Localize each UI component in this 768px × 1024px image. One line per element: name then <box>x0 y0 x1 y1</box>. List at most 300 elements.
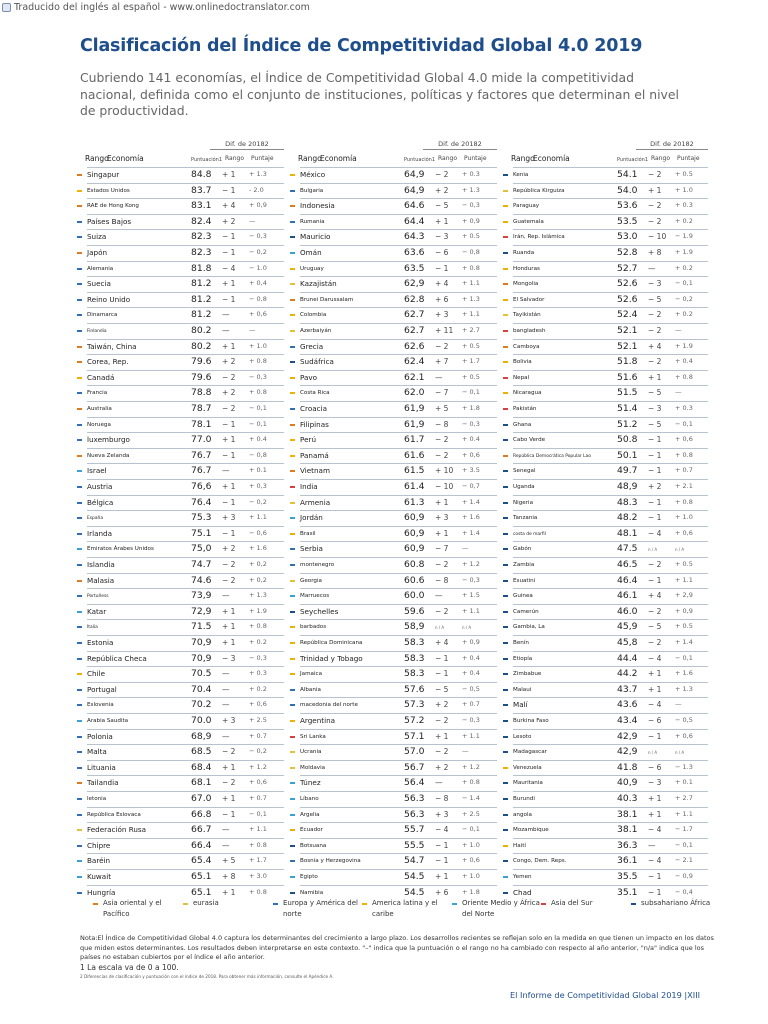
region-marker <box>503 564 508 566</box>
table-row <box>87 479 284 495</box>
economy-name: Ruanda <box>513 250 535 256</box>
table-row <box>300 838 497 854</box>
economy-name: Uruguay <box>300 265 324 272</box>
economy-name: costa de marfil <box>513 531 546 537</box>
score-value: 54.7 <box>404 855 425 867</box>
score-value: 62.6 <box>404 340 425 352</box>
region-marker <box>290 502 295 504</box>
score-value: 74.6 <box>191 574 212 586</box>
table-row <box>87 198 284 214</box>
region-marker <box>77 548 82 550</box>
region-marker <box>77 533 82 535</box>
rank-change: + 4 <box>648 591 662 601</box>
table-row <box>513 666 708 682</box>
rank-change: + 8 <box>648 248 662 257</box>
score-value: 62.8 <box>404 293 425 305</box>
score-change: + 3.5 <box>462 466 480 475</box>
score-value: 52.4 <box>617 309 638 321</box>
table-row <box>87 604 284 620</box>
score-change: + 0.3 <box>675 404 693 412</box>
region-marker <box>503 626 508 628</box>
region-marker <box>77 424 82 426</box>
region-marker <box>503 658 508 660</box>
table-row <box>300 385 497 401</box>
rank-change: + 1 <box>435 216 449 226</box>
score-value: 45,8 <box>617 637 638 648</box>
table-row <box>513 183 708 199</box>
rank-change: — <box>648 840 656 850</box>
economy-name: Camerún <box>513 608 539 615</box>
table-row <box>513 495 708 511</box>
economy-name: Suiza <box>87 232 107 242</box>
table-row <box>300 791 497 807</box>
score-change: + 1.0 <box>462 840 480 849</box>
score-value: 74.7 <box>191 559 212 570</box>
rank-change: + 1 <box>222 482 236 491</box>
region-marker <box>290 611 295 613</box>
header-economy: Economía <box>320 154 357 163</box>
header-score: Puntuación1 <box>617 157 649 163</box>
rank-change: − 8 <box>435 794 449 803</box>
economy-name: Gabón <box>513 546 532 553</box>
economy-name: Zimbabue <box>513 671 542 678</box>
score-change: − 0,1 <box>249 809 267 818</box>
economy-name: Croacia <box>300 404 327 413</box>
score-value: 51.4 <box>617 403 638 414</box>
score-change: − 0,1 <box>675 279 693 288</box>
score-value: 65.1 <box>191 871 212 882</box>
economy-name: Noruega <box>87 421 111 428</box>
score-value: 60,9 <box>404 527 425 539</box>
score-change: + 1.4 <box>675 638 693 646</box>
score-value: 43.6 <box>617 699 638 711</box>
economy-name: República Dominicana <box>300 640 363 646</box>
region-marker <box>77 174 82 176</box>
score-value: 78.1 <box>191 418 212 430</box>
rank-change: − 3 <box>648 404 662 413</box>
table-row <box>513 791 708 807</box>
region-marker <box>503 533 508 535</box>
header-dif-label: Dif. de 20182 <box>423 140 497 150</box>
legend-item <box>283 898 369 920</box>
rank-change: n / A <box>648 750 658 756</box>
economy-name: Senegal <box>513 468 536 475</box>
economy-name: Pavo <box>300 372 318 382</box>
score-value: 55.7 <box>404 824 425 836</box>
score-value: 51.6 <box>617 371 638 383</box>
economy-name: Azerbaiyán <box>300 328 332 334</box>
table-row <box>87 183 284 199</box>
score-value: 58.3 <box>404 637 425 648</box>
region-marker <box>290 595 295 597</box>
region-marker <box>77 517 82 519</box>
rank-change: − 1 <box>222 809 236 819</box>
rank-change: − 1 <box>222 294 236 304</box>
rank-change: + 1 <box>648 669 662 679</box>
page-footer: El Informe de Competitividad Global 2019 |XIII <box>510 990 701 1000</box>
score-value: 64.6 <box>404 200 425 212</box>
rank-change: + 2 <box>222 544 236 554</box>
legend-item <box>193 898 279 909</box>
score-change: + 0.4 <box>462 653 480 662</box>
score-change: + 0.7 <box>675 466 693 475</box>
rank-change: − 4 <box>648 856 662 866</box>
economy-name: India <box>300 482 318 491</box>
table-row <box>300 744 497 760</box>
economy-name: Congo, Dem. Reps. <box>513 858 567 865</box>
table-row <box>513 323 708 339</box>
table-row <box>300 822 497 838</box>
score-change: + 0.8 <box>249 357 267 366</box>
page-subtitle: Cubriendo 141 economías, el Índice de Competitividad Global 4.0 mide la competitividad nacional, definida como el conjunto de instituciones, políticas y factores que determinan el nivel de productividad. <box>80 70 679 118</box>
rank-change: − 1 <box>222 419 236 429</box>
table-row <box>300 448 497 464</box>
rank-change: − 6 <box>435 248 449 257</box>
score-change: + 1.4 <box>462 528 480 537</box>
rank-change: n / A <box>435 625 445 631</box>
legend-label: Europa y América del norte <box>283 899 358 918</box>
economy-name: El Salvador <box>513 296 545 303</box>
region-marker <box>77 314 82 316</box>
score-change: + 1.7 <box>462 357 480 366</box>
rank-change: + 1 <box>222 435 236 445</box>
economy-name: Chad <box>513 887 532 897</box>
table-row <box>87 557 284 573</box>
economy-name: Jamaica <box>300 671 323 678</box>
economy-name: Arabia Saudita <box>87 718 129 724</box>
score-change: + 1.9 <box>675 341 693 350</box>
rank-change: − 2 <box>222 404 236 413</box>
score-value: 57.0 <box>404 746 425 758</box>
table-row <box>513 198 708 214</box>
score-change: + 0,6 <box>462 856 480 865</box>
score-change: + 1.6 <box>249 544 267 553</box>
table-row <box>87 370 284 386</box>
table-row <box>513 604 708 620</box>
economy-name: Tanzania <box>513 515 538 522</box>
score-value: 64,9 <box>404 184 425 196</box>
rank-change: − 1 <box>222 497 236 507</box>
table-row <box>513 760 708 776</box>
region-marker <box>290 424 295 426</box>
score-change: — <box>462 747 469 756</box>
table-row <box>513 432 708 448</box>
rank-change: + 1 <box>435 497 449 507</box>
score-change: − 1.0 <box>249 263 267 272</box>
score-value: 42,9 <box>617 730 638 742</box>
table-row <box>300 183 497 199</box>
score-value: 56.7 <box>404 761 425 773</box>
economy-name: Egipto <box>300 874 318 880</box>
score-change: − 1.4 <box>462 794 480 802</box>
legend-item <box>103 898 189 920</box>
score-change: − 0,9 <box>675 872 693 880</box>
legend-item <box>551 898 637 909</box>
translation-banner[interactable] <box>0 0 768 14</box>
region-marker <box>77 595 82 597</box>
score-change: — <box>675 326 682 334</box>
table-row <box>513 307 708 323</box>
score-value: 68.1 <box>191 777 212 789</box>
rank-change: − 1 <box>222 232 236 242</box>
score-value: 61,9 <box>404 418 425 430</box>
economy-name: Dinamarca <box>87 312 118 319</box>
rank-change: + 2 <box>222 357 236 367</box>
economy-name: Mauritania <box>513 780 543 787</box>
score-value: 61.3 <box>404 496 425 508</box>
score-value: 67.0 <box>191 793 212 804</box>
economy-name: Suecia <box>87 279 111 289</box>
region-marker <box>77 626 82 628</box>
score-value: 46.4 <box>617 574 638 586</box>
region-marker <box>77 470 82 472</box>
score-value: 65.1 <box>191 886 212 898</box>
header-economy: Economía <box>533 154 570 163</box>
legend-marker <box>631 903 636 905</box>
rank-change: − 3 <box>435 232 449 242</box>
economy-name: Túnez <box>300 778 321 788</box>
score-change: − 0,2 <box>249 747 267 756</box>
rank-change: + 1 <box>435 872 449 881</box>
legend-label: eurasia <box>193 899 219 907</box>
score-value: 57.6 <box>404 683 425 695</box>
table-row <box>300 214 497 230</box>
score-change: + 0.8 <box>249 887 267 896</box>
table-row <box>513 401 708 417</box>
score-change: + 0.1 <box>675 778 693 787</box>
table-row <box>513 807 708 823</box>
economy-name: Burkina Faso <box>513 718 549 724</box>
score-value: 48.2 <box>617 512 638 524</box>
rank-change: − 2 <box>648 606 662 616</box>
economy-name: Argentina <box>300 716 336 725</box>
economy-name: Mongolia <box>513 281 539 288</box>
economy-name: Reino Unido <box>87 294 131 304</box>
economy-name: Omán <box>300 248 322 257</box>
region-marker <box>77 221 82 223</box>
region-marker <box>503 829 508 831</box>
score-value: 64,9 <box>404 169 425 180</box>
economy-name: Hungría <box>87 887 116 897</box>
rank-change: − 2 <box>222 778 236 788</box>
score-change: + 1.2 <box>249 762 267 771</box>
score-change: + 0.4 <box>675 357 693 366</box>
score-value: 66.8 <box>191 808 212 820</box>
score-value: 53.6 <box>617 200 638 212</box>
table-row <box>300 292 497 308</box>
table-row <box>300 713 497 729</box>
region-marker <box>290 782 295 784</box>
economy-name: Filipinas <box>300 419 329 429</box>
score-change: + 1.6 <box>675 669 693 678</box>
score-value: 60.6 <box>404 574 425 586</box>
economy-name: Sudáfrica <box>300 357 334 367</box>
score-value: 61.5 <box>404 465 425 477</box>
score-value: 65.4 <box>191 855 212 867</box>
table-header <box>513 154 708 166</box>
score-value: 36.3 <box>617 839 638 851</box>
table-row <box>300 619 497 635</box>
legend-item <box>462 898 548 920</box>
score-change: + 0.8 <box>675 450 693 459</box>
economy-name: Nigeria <box>513 499 534 506</box>
region-marker <box>290 299 295 301</box>
rank-change: + 6 <box>435 294 449 304</box>
table-row <box>87 510 284 526</box>
table-row <box>300 666 497 682</box>
table-row <box>513 619 708 635</box>
region-marker <box>290 268 295 270</box>
header-rank: Rango <box>511 154 535 163</box>
economy-name: Madagascar <box>513 749 547 756</box>
economy-name: Panamá <box>300 450 329 460</box>
region-marker <box>77 876 82 878</box>
economy-name: Baréin <box>87 856 111 866</box>
economy-name: Corea, Rep. <box>87 357 129 367</box>
score-change: − 0,6 <box>249 528 267 537</box>
score-change: + 0.8 <box>249 622 267 631</box>
region-marker <box>77 845 82 847</box>
region-marker <box>503 439 508 441</box>
score-change: + 0,9 <box>675 606 693 615</box>
region-marker <box>503 377 508 379</box>
region-marker <box>77 502 82 504</box>
rank-change: + 2 <box>222 216 236 226</box>
score-change: + 0.8 <box>462 263 480 272</box>
score-value: 35.1 <box>617 886 638 898</box>
table-row <box>513 651 708 667</box>
rank-change: + 5 <box>435 404 449 413</box>
economy-name: RAE de Hong Kong <box>87 203 139 210</box>
rank-change: − 7 <box>435 388 449 398</box>
score-change: − 0,3 <box>462 575 480 584</box>
region-marker <box>503 470 508 472</box>
score-value: 77.0 <box>191 434 212 446</box>
rank-change: − 2 <box>435 170 449 179</box>
economy-name: Camboya <box>513 343 540 350</box>
legend-marker <box>541 903 546 905</box>
region-marker <box>503 548 508 550</box>
region-marker <box>77 408 82 410</box>
score-value: 48.3 <box>617 496 638 508</box>
table-row <box>300 604 497 620</box>
score-value: 79.6 <box>191 371 212 383</box>
economy-name: barbados <box>300 624 327 631</box>
table-row <box>87 666 284 682</box>
economy-name: Bélgica <box>87 497 114 507</box>
rank-change: + 1 <box>648 684 662 694</box>
economy-name: Burundi <box>513 796 535 802</box>
region-marker <box>77 330 82 332</box>
score-value: 62,9 <box>404 278 425 290</box>
economy-name: Chile <box>87 669 105 679</box>
table-row <box>513 775 708 791</box>
table-row <box>513 822 708 838</box>
rank-change: − 5 <box>648 294 662 304</box>
rank-change: − 2 <box>435 450 449 460</box>
region-marker <box>77 720 82 722</box>
score-value: 48,9 <box>617 481 638 492</box>
score-value: 79.6 <box>191 356 212 368</box>
economy-name: Rumania <box>300 218 325 225</box>
economy-name: Haití <box>513 842 526 849</box>
score-value: 52.1 <box>617 325 638 336</box>
region-marker <box>77 190 82 192</box>
region-marker <box>290 626 295 628</box>
score-change: + 0,2 <box>249 560 267 568</box>
rank-change: − 2 <box>648 216 662 226</box>
economy-name: Argelia <box>300 811 320 818</box>
region-marker <box>290 517 295 519</box>
table-row <box>300 276 497 292</box>
score-change: + 0.2 <box>249 638 267 646</box>
economy-name: Sri Lanka <box>300 733 326 740</box>
table-row <box>513 370 708 386</box>
economy-name: Seychelles <box>300 606 339 616</box>
table-row <box>300 370 497 386</box>
score-change: − 0,1 <box>462 388 480 397</box>
economy-name: Venezuela <box>513 764 542 771</box>
table-row <box>300 495 497 511</box>
translation-banner-text[interactable]: Traducido del inglés al español - www.onlinedoctranslator.com <box>14 1 310 13</box>
region-marker <box>503 689 508 691</box>
score-change: + 1.2 <box>462 560 480 568</box>
rank-change: — <box>222 731 230 741</box>
score-value: 38.1 <box>617 824 638 836</box>
score-change: + 1.3 <box>462 185 480 194</box>
table-row <box>87 853 284 869</box>
score-change: + 0.3 <box>249 669 267 678</box>
rank-change: + 3 <box>435 809 449 819</box>
table-row <box>87 245 284 261</box>
rank-change: + 8 <box>222 872 236 881</box>
score-value: 62.7 <box>404 309 425 321</box>
score-value: 75.1 <box>191 527 212 539</box>
score-change: + 1.3 <box>249 591 267 600</box>
table-row <box>87 729 284 745</box>
table-row <box>300 729 497 745</box>
region-marker <box>503 751 508 753</box>
score-change: − 0,1 <box>675 840 693 849</box>
table-row <box>87 417 284 433</box>
score-change: + 1.1 <box>249 513 267 522</box>
score-change: + 1.6 <box>462 513 480 522</box>
score-value: 46.0 <box>617 605 638 617</box>
score-change: − 0,1 <box>462 825 480 834</box>
score-value: 81.2 <box>191 278 212 290</box>
score-change: - 2.0 <box>249 185 264 194</box>
table-row <box>87 432 284 448</box>
region-marker <box>77 361 82 363</box>
score-change: + 0.8 <box>249 388 267 397</box>
score-change: + 0,2 <box>249 575 267 584</box>
economy-name: Brunei Darussalam <box>300 296 354 303</box>
economy-name: Vietnam <box>300 466 330 476</box>
rank-change: − 2 <box>648 638 662 647</box>
rank-change: — <box>435 372 443 382</box>
table-row <box>300 401 497 417</box>
score-change: − 0,5 <box>675 716 693 724</box>
score-value: 51.2 <box>617 418 638 430</box>
table-row <box>513 448 708 464</box>
table-row <box>300 261 497 277</box>
region-marker <box>290 377 295 379</box>
table-row <box>87 635 284 651</box>
region-marker <box>290 174 295 176</box>
score-change: + 0,6 <box>675 528 693 537</box>
table-header <box>87 154 284 166</box>
rank-change: − 4 <box>648 825 662 835</box>
